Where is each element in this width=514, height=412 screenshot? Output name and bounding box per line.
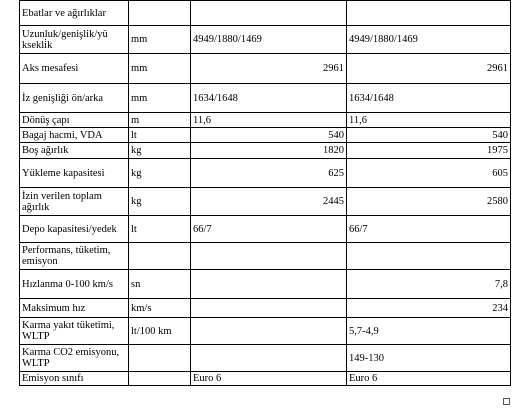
value-cell-model-1: 625 — [191, 159, 347, 188]
value-cell-model-2: 7,8 — [347, 270, 511, 299]
row-label: İzin verilen toplam ağırlık — [20, 188, 129, 216]
table-row — [20, 318, 511, 345]
value-cell-model-1: 66/7 — [191, 216, 347, 243]
unit-cell: mm — [129, 84, 191, 113]
unit-cell: lt/100 km — [129, 318, 191, 345]
value-cell-model-1: 1820 — [191, 143, 347, 159]
value-cell-model-1: 11,6 — [191, 113, 347, 128]
table-row — [20, 26, 511, 54]
row-label: Depo kapasitesi/yedek — [20, 216, 129, 243]
table-row — [20, 270, 511, 299]
row-label: Boş ağırlık — [20, 143, 129, 159]
row-label: Dönüş çapı — [20, 113, 129, 128]
value-cell-model-1 — [191, 1, 347, 26]
unit-cell: mm — [129, 54, 191, 84]
spec-table — [19, 0, 511, 386]
unit-cell: lt — [129, 216, 191, 243]
value-cell-model-2 — [347, 243, 511, 270]
table-row — [20, 54, 511, 84]
value-cell-model-2: 5,7-4,9 — [347, 318, 511, 345]
value-cell-model-1 — [191, 299, 347, 318]
section-header-performance: Performans, tüketim, emisyon — [20, 243, 129, 270]
row-label: Karma CO2 emisyonu, WLTP — [20, 345, 129, 372]
row-label: Maksimum hız — [20, 299, 129, 318]
unit-cell — [129, 372, 191, 386]
table-row — [20, 216, 511, 243]
value-cell-model-2: 1634/1648 — [347, 84, 511, 113]
value-cell-model-2 — [347, 1, 511, 26]
table-row — [20, 159, 511, 188]
row-label: Karma yakıt tüketimi, WLTP — [20, 318, 129, 345]
unit-cell: kg — [129, 159, 191, 188]
row-label: Emisyon sınıfı — [20, 372, 129, 386]
row-label: Uzunluk/genişlik/yü ksekli̇k — [20, 26, 129, 54]
value-cell-model-1: Euro 6 — [191, 372, 347, 386]
unit-cell: km/s — [129, 299, 191, 318]
value-cell-model-2: 4949/1880/1469 — [347, 26, 511, 54]
unit-cell: kg — [129, 188, 191, 216]
value-cell-model-1: 2961 — [191, 54, 347, 84]
value-cell-model-1: 1634/1648 — [191, 84, 347, 113]
value-cell-model-2: Euro 6 — [347, 372, 511, 386]
table-row — [20, 1, 511, 26]
row-label: Bagaj hacmi, VDA — [20, 128, 129, 143]
unit-cell — [129, 1, 191, 26]
table-row — [20, 372, 511, 386]
table-resize-handle[interactable] — [503, 398, 510, 405]
value-cell-model-1 — [191, 318, 347, 345]
table-row — [20, 128, 511, 143]
value-cell-model-2: 540 — [347, 128, 511, 143]
value-cell-model-1: 4949/1880/1469 — [191, 26, 347, 54]
unit-cell: mm — [129, 26, 191, 54]
value-cell-model-1 — [191, 270, 347, 299]
value-cell-model-2: 149-130 — [347, 345, 511, 372]
table-row — [20, 299, 511, 318]
table-row — [20, 345, 511, 372]
row-label: İz genişliği ön/arka — [20, 84, 129, 113]
table-row — [20, 243, 511, 270]
table-row — [20, 84, 511, 113]
unit-cell: sn — [129, 270, 191, 299]
value-cell-model-1: 2445 — [191, 188, 347, 216]
value-cell-model-1 — [191, 243, 347, 270]
table-row — [20, 143, 511, 159]
unit-cell — [129, 345, 191, 372]
value-cell-model-1: 540 — [191, 128, 347, 143]
value-cell-model-2: 234 — [347, 299, 511, 318]
value-cell-model-2: 11,6 — [347, 113, 511, 128]
value-cell-model-2: 2580 — [347, 188, 511, 216]
section-header-dimensions: Ebatlar ve ağırlıklar — [20, 1, 129, 26]
unit-cell — [129, 243, 191, 270]
value-cell-model-2: 66/7 — [347, 216, 511, 243]
value-cell-model-1 — [191, 345, 347, 372]
value-cell-model-2: 2961 — [347, 54, 511, 84]
row-label: Aks mesafesi — [20, 54, 129, 84]
value-cell-model-2: 605 — [347, 159, 511, 188]
table-row — [20, 113, 511, 128]
unit-cell: m — [129, 113, 191, 128]
table-row — [20, 188, 511, 216]
unit-cell: lt — [129, 128, 191, 143]
unit-cell: kg — [129, 143, 191, 159]
row-label: Yükleme kapasitesi — [20, 159, 129, 188]
value-cell-model-2: 1975 — [347, 143, 511, 159]
row-label: Hızlanma 0-100 km/s — [20, 270, 129, 299]
